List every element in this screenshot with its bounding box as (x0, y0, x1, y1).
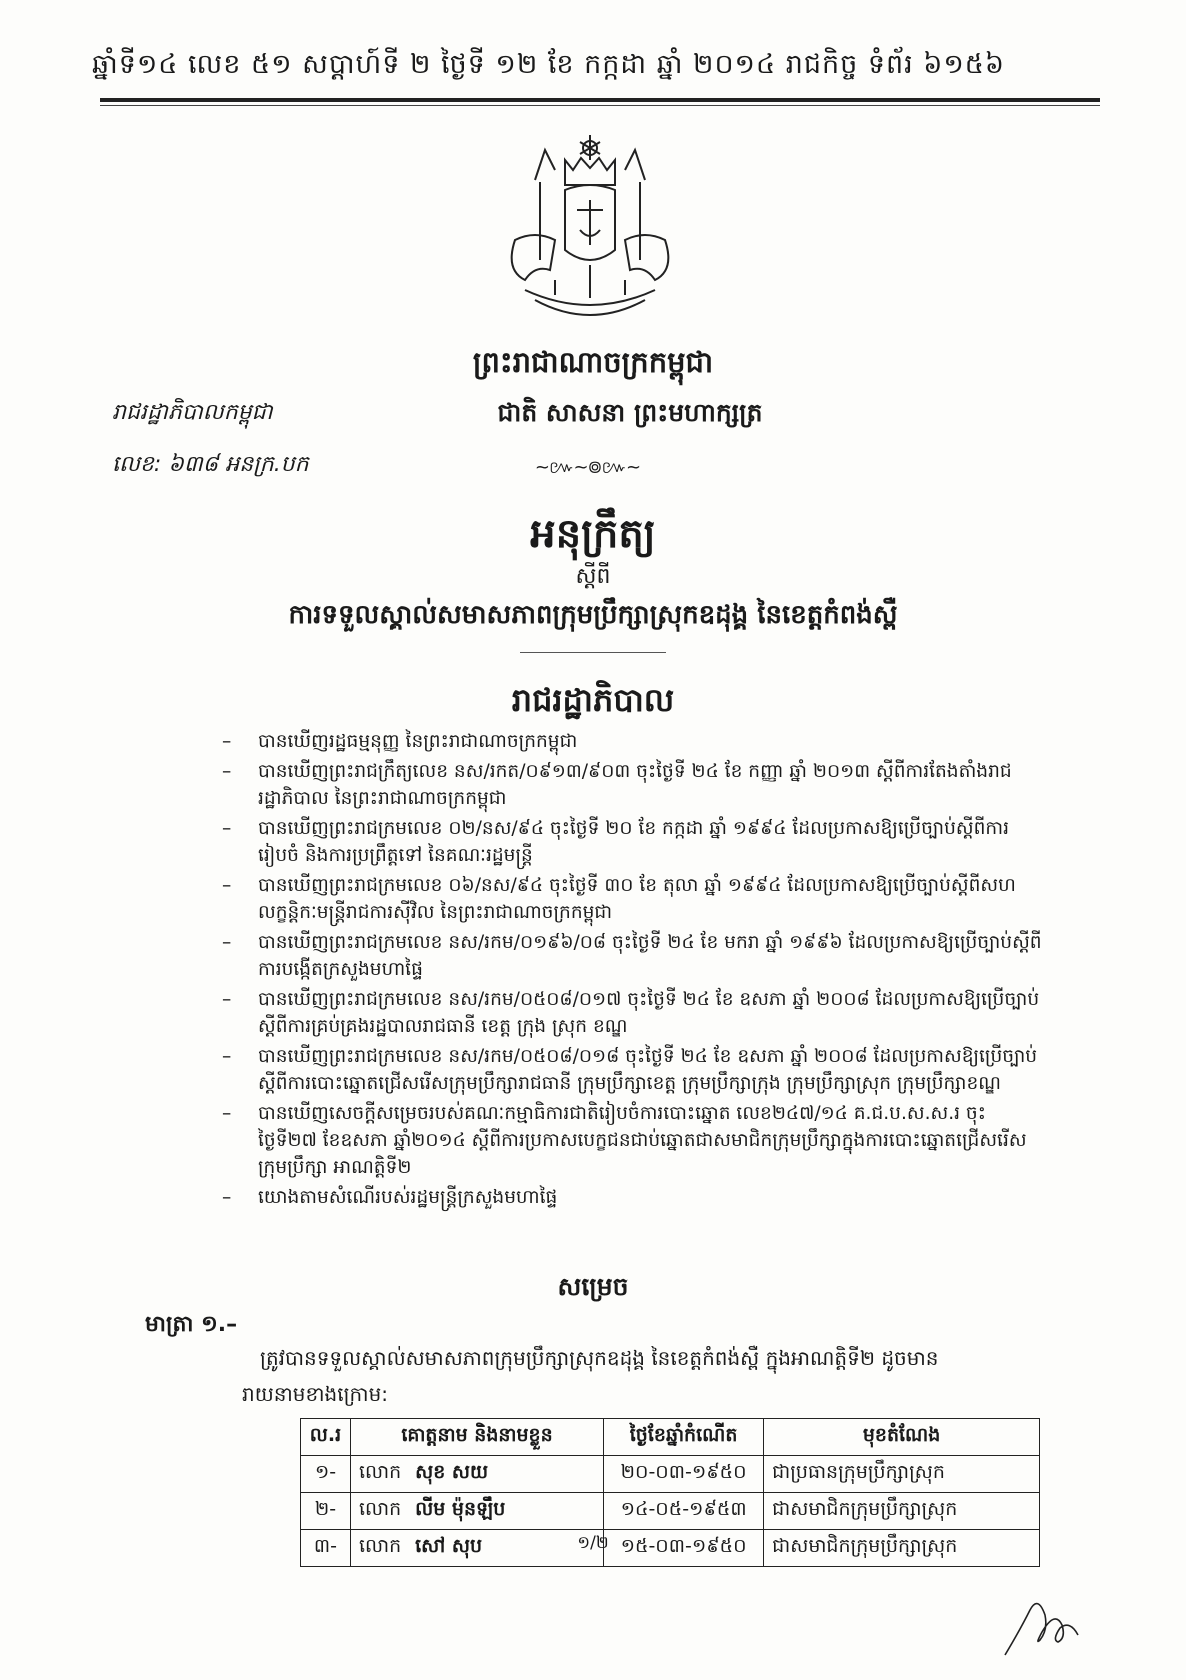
consideration-item: – បានឃើញព្រះរាជក្រមលេខ នស/រកម/០៥០៨/០១៨ ចុះថ្ងៃទី ២៤ ខែ ឧសភា ឆ្នាំ ២០០៨ ដែលប្រកាសឱ្យប្រើច្បាប់ស្តីពីការបោះឆ្នោតជ្រើសរើសក្រុមប្រឹក្សារាជធានី ក្រុមប្រឹក្សាខេត្ត ក្រុមប្រឹក្សាក្រុង ក្រុមប្រឹក្សាស្រុក ក្រុមប្រឹក្សាខណ្ឌ (222, 1043, 1042, 1097)
member-position: ជាសមាជិកក្រុមប្រឹក្សាស្រុក (764, 1530, 1040, 1567)
article-text-continued: រាយនាមខាងក្រោម: (242, 1382, 388, 1406)
gazette-header: ឆ្នាំទី១៤ លេខ ៥១ សប្តាហ៍ទី ២ ថ្ងៃទី ១២ ខែ កក្កដា ឆ្នាំ ២០១៤ រាជកិច្ច ទំព័រ ៦១៥៦ (92, 49, 1006, 80)
row-number: ២- (301, 1493, 351, 1530)
member-title: លោក (358, 1461, 402, 1483)
national-motto: ជាតិ សាសនា ព្រះមហាក្សត្រ (497, 398, 763, 427)
column-header-position: មុខតំណែង (764, 1419, 1040, 1456)
reference-number: លេខ: ៦៣៨ អនក្រ.បក (112, 452, 309, 477)
consideration-item: – បានឃើញព្រះរាជក្រមលេខ ០៦/នស/៩៤ ចុះថ្ងៃទី ៣០ ខែ តុលា ឆ្នាំ ១៩៩៤ ដែលប្រកាសឱ្យប្រើច្បាប់ស្តីពីសហលក្ខន្តិកៈមន្ត្រីរាជការស៊ីវិល នៃព្រះរាជាណាចក្រកម្ពុជា (222, 872, 1042, 926)
consideration-item: – បានឃើញព្រះរាជក្រមលេខ នស/រកម/០១៩៦/០៨ ចុះថ្ងៃទី ២៤ ខែ មករា ឆ្នាំ ១៩៩៦ ដែលប្រកាសឱ្យប្រើច្បាប់ស្តីពីការបង្កើតក្រសួងមហាផ្ទៃ (222, 929, 1042, 983)
decision-heading: សម្រេច (557, 1272, 629, 1301)
article-body (242, 1340, 1040, 1412)
member-title: លោក (358, 1498, 402, 1520)
document-type-title: អនុក្រឹត្យ (530, 511, 656, 557)
member-dob: ១៤-០៥-១៩៥៣ (604, 1493, 764, 1530)
subject-divider (520, 652, 666, 653)
member-dob: ២០-០៣-១៩៥០ (604, 1456, 764, 1493)
member-title: លោក (358, 1535, 402, 1557)
member-name: លីម ម៉ុនឡឹប (415, 1498, 506, 1520)
column-header-no: ល.រ (301, 1419, 351, 1456)
consideration-item: – យោងតាមសំណើរបស់រដ្ឋមន្ត្រីក្រសួងមហាផ្ទៃ (222, 1184, 1042, 1211)
issuing-authority: រាជរដ្ឋាភិបាល (511, 681, 675, 719)
page-number: ១/២ (577, 1533, 609, 1553)
royal-coat-of-arms-emblem (495, 130, 685, 330)
column-header-name: គោត្តនាម និងនាមខ្លួន (350, 1419, 603, 1456)
handwritten-initial-signature (1000, 1570, 1090, 1660)
regarding-label: ស្តីពី (575, 564, 611, 589)
council-members-table (300, 1418, 1040, 1567)
table-row (301, 1493, 1040, 1530)
consideration-item: – បានឃើញព្រះរាជក្រមលេខ ០២/នស/៩៤ ចុះថ្ងៃទី ២០ ខែ កក្កដា ឆ្នាំ ១៩៩៤ ដែលប្រកាសឱ្យប្រើច្បាប់ស្តីពីការរៀបចំ និងការប្រព្រឹត្តទៅ នៃគណៈរដ្ឋមន្ត្រី (222, 815, 1042, 869)
member-name: សុខ សយ (415, 1461, 489, 1483)
row-number: ១- (301, 1456, 351, 1493)
row-number: ៣- (301, 1530, 351, 1567)
member-dob: ១៥-០៣-១៩៥០ (604, 1530, 764, 1567)
considerations-list (222, 728, 1042, 1214)
member-position: ជាប្រធានក្រុមប្រឹក្សាស្រុក (764, 1456, 1040, 1493)
consideration-item: – បានឃើញព្រះរាជក្រមលេខ នស/រកម/០៥០៨/០១៧ ចុះថ្ងៃទី ២៤ ខែ ឧសភា ឆ្នាំ ២០០៨ ដែលប្រកាសឱ្យប្រើច្បាប់ស្តីពីការគ្រប់គ្រងរដ្ឋបាលរាជធានី ខេត្ត ក្រុង ស្រុក ខណ្ឌ (222, 986, 1042, 1040)
table-row (301, 1530, 1040, 1567)
member-name: សៅ សុប (415, 1535, 483, 1557)
ornament-divider: ~៚~៙៚~ (534, 457, 641, 478)
consideration-item: – បានឃើញព្រះរាជក្រឹត្យលេខ នស/រកត/០៩១៣/៩០៣ ចុះថ្ងៃទី ២៤ ខែ កញ្ញា ឆ្នាំ ២០១៣ ស្តីពីការតែងតាំងរាជរដ្ឋាភិបាល នៃព្រះរាជាណាចក្រកម្ពុជា (222, 758, 1042, 812)
table-row (301, 1456, 1040, 1493)
column-header-dob: ថ្ងៃខែឆ្នាំកំណើត (604, 1419, 764, 1456)
government-name: រាជរដ្ឋាភិបាលកម្ពុជា (112, 400, 273, 425)
document-subject: ការទទួលស្គាល់សមាសភាពក្រុមប្រឹក្សាស្រុកឧដុង្គ នៃខេត្តកំពង់ស្ពឺ (288, 600, 898, 630)
member-position: ជាសមាជិកក្រុមប្រឹក្សាស្រុក (764, 1493, 1040, 1530)
article-title: មាត្រា ១.– (145, 1312, 238, 1337)
header-divider-thin (100, 105, 1100, 106)
table-header-row (301, 1419, 1040, 1456)
member-name-cell (350, 1493, 603, 1530)
article-text-first: ត្រូវបានទទួលស្គាល់សមាសភាពក្រុមប្រឹក្សាស្រុកឧដុង្គ នៃខេត្តកំពង់ស្ពឺ ក្នុងអាណត្តិទី២ ដូចមាន (260, 1346, 939, 1370)
member-name-cell (350, 1456, 603, 1493)
consideration-item: – បានឃើញសេចក្តីសម្រេចរបស់គណៈកម្មាធិការជាតិរៀបចំការបោះឆ្នោត លេខ២៤៧/១៤ គ.ជ.ប.ស.ស.រ ចុះថ្ងៃទី២៧ ខែឧសភា ឆ្នាំ២០១៤ ស្តីពីការប្រកាសបេក្ខជនជាប់ឆ្នោតជាសមាជិកក្រុមប្រឹក្សាក្នុងការបោះឆ្នោតជ្រើសរើសក្រុមប្រឹក្សា អាណត្តិទី២ (222, 1100, 1042, 1181)
kingdom-name: ព្រះរាជាណាចក្រកម្ពុជា (472, 345, 714, 379)
consideration-item: – បានឃើញរដ្ឋធម្មនុញ្ញ នៃព្រះរាជាណាចក្រកម្ពុជា (222, 728, 1042, 755)
header-divider-thick (100, 98, 1100, 102)
